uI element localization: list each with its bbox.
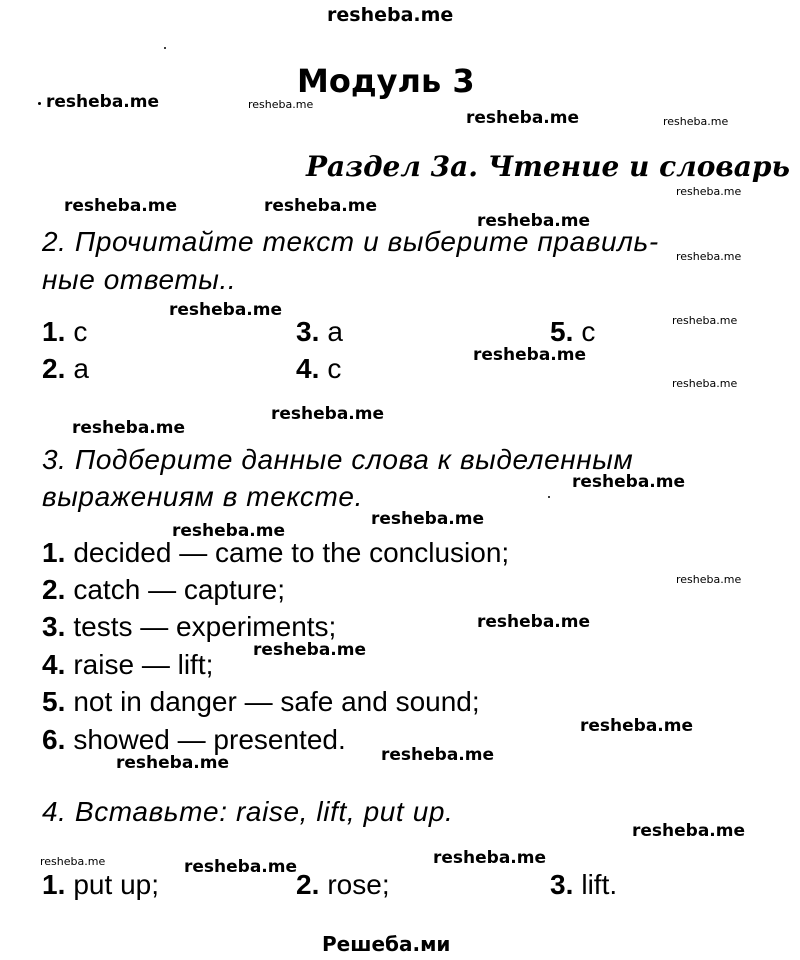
task2-instruction-line2: ные ответы.. — [42, 264, 237, 295]
task4-answer-2 — [296, 869, 390, 901]
answer-value: tests — experiments; — [73, 611, 337, 642]
answer-number: 2. — [42, 353, 66, 384]
task2-instruction-line1: 2. Прочитайте текст и выберите правиль- — [42, 226, 659, 257]
task3-instruction-line1: 3. Подберите данные слова к выделенным — [42, 444, 634, 475]
answer-number: 6. — [42, 724, 66, 755]
answer-number: 1. — [42, 537, 66, 568]
answer-number: 3. — [550, 869, 574, 900]
footer-watermark: Решеба.ми — [322, 932, 451, 956]
task3-answer-6 — [42, 724, 346, 756]
watermark: resheba.me — [72, 418, 186, 438]
answer-value: catch — capture; — [73, 574, 286, 605]
task2-answer-3 — [296, 316, 343, 348]
watermark: resheba.me — [477, 612, 591, 632]
answer-value: raise — lift; — [73, 649, 214, 680]
answer-number: 1. — [42, 869, 66, 900]
watermark: resheba.me — [116, 753, 230, 773]
answer-number: 4. — [42, 649, 66, 680]
answer-value: c — [73, 316, 88, 347]
answer-number: 1. — [42, 316, 66, 347]
watermark: resheba.me — [40, 855, 106, 868]
watermark: resheba.me — [663, 115, 729, 128]
answer-value: rose; — [327, 869, 390, 900]
answer-value: decided — came to the conclusion; — [73, 537, 510, 568]
task3-answer-5 — [42, 686, 480, 718]
task2-answer-2 — [42, 353, 89, 385]
answer-number: 2. — [42, 574, 66, 605]
watermark: resheba.me — [676, 573, 742, 586]
watermark: resheba.me — [672, 377, 738, 390]
task3-instruction-line2: выражениям в тексте. — [42, 481, 363, 512]
answer-value: a — [327, 316, 343, 347]
speck — [548, 496, 550, 498]
watermark: resheba.me — [632, 821, 746, 841]
answer-number: 5. — [42, 686, 66, 717]
watermark: resheba.me — [381, 745, 495, 765]
task4-answer-1 — [42, 869, 159, 901]
answer-number: 3. — [42, 611, 66, 642]
watermark: resheba.me — [172, 521, 286, 541]
watermark: resheba.me — [264, 196, 378, 216]
speck — [164, 47, 166, 49]
answer-value: lift. — [581, 869, 618, 900]
answer-value: c — [581, 316, 596, 347]
answer-value: showed — presented. — [73, 724, 346, 755]
watermark: resheba.me — [676, 185, 742, 198]
watermark: resheba.me — [184, 857, 298, 877]
task2-answer-5 — [550, 316, 595, 348]
watermark: resheba.me — [169, 300, 283, 320]
task4-answer-3 — [550, 869, 617, 901]
watermark: resheba.me — [676, 250, 742, 263]
module-title: Модуль 3 — [297, 62, 475, 100]
watermark: resheba.me — [466, 108, 580, 128]
watermark: resheba.me — [248, 98, 314, 111]
task2-answer-4 — [296, 353, 341, 385]
answer-number: 4. — [296, 353, 320, 384]
watermark: resheba.me — [473, 345, 587, 365]
watermark: resheba.me — [371, 509, 485, 529]
task3-answer-4 — [42, 649, 213, 681]
watermark: resheba.me — [580, 716, 694, 736]
watermark: resheba.me — [253, 640, 367, 660]
section-title: Раздел 3а. Чтение и словарь — [306, 150, 790, 183]
answer-number: 2. — [296, 869, 320, 900]
answer-value: not in danger — safe and sound; — [73, 686, 480, 717]
answer-number: 5. — [550, 316, 574, 347]
speck — [38, 102, 41, 105]
task2-answer-1 — [42, 316, 87, 348]
watermark: resheba.me — [46, 92, 160, 112]
task4-instruction: 4. Вставьте: raise, lift, put up. — [42, 796, 454, 827]
watermark: resheba.me — [672, 314, 738, 327]
watermark: resheba.me — [271, 404, 385, 424]
answer-value: c — [327, 353, 342, 384]
watermark: resheba.me — [64, 196, 178, 216]
watermark: resheba.me — [433, 848, 547, 868]
answer-value: put up; — [73, 869, 159, 900]
watermark: resheba.me — [477, 211, 591, 231]
answer-value: a — [73, 353, 89, 384]
task3-answer-1 — [42, 537, 509, 569]
answer-number: 3. — [296, 316, 320, 347]
task3-answer-3 — [42, 611, 336, 643]
header-watermark: resheba.me — [327, 4, 454, 26]
task3-answer-2 — [42, 574, 285, 606]
watermark: resheba.me — [572, 472, 686, 492]
